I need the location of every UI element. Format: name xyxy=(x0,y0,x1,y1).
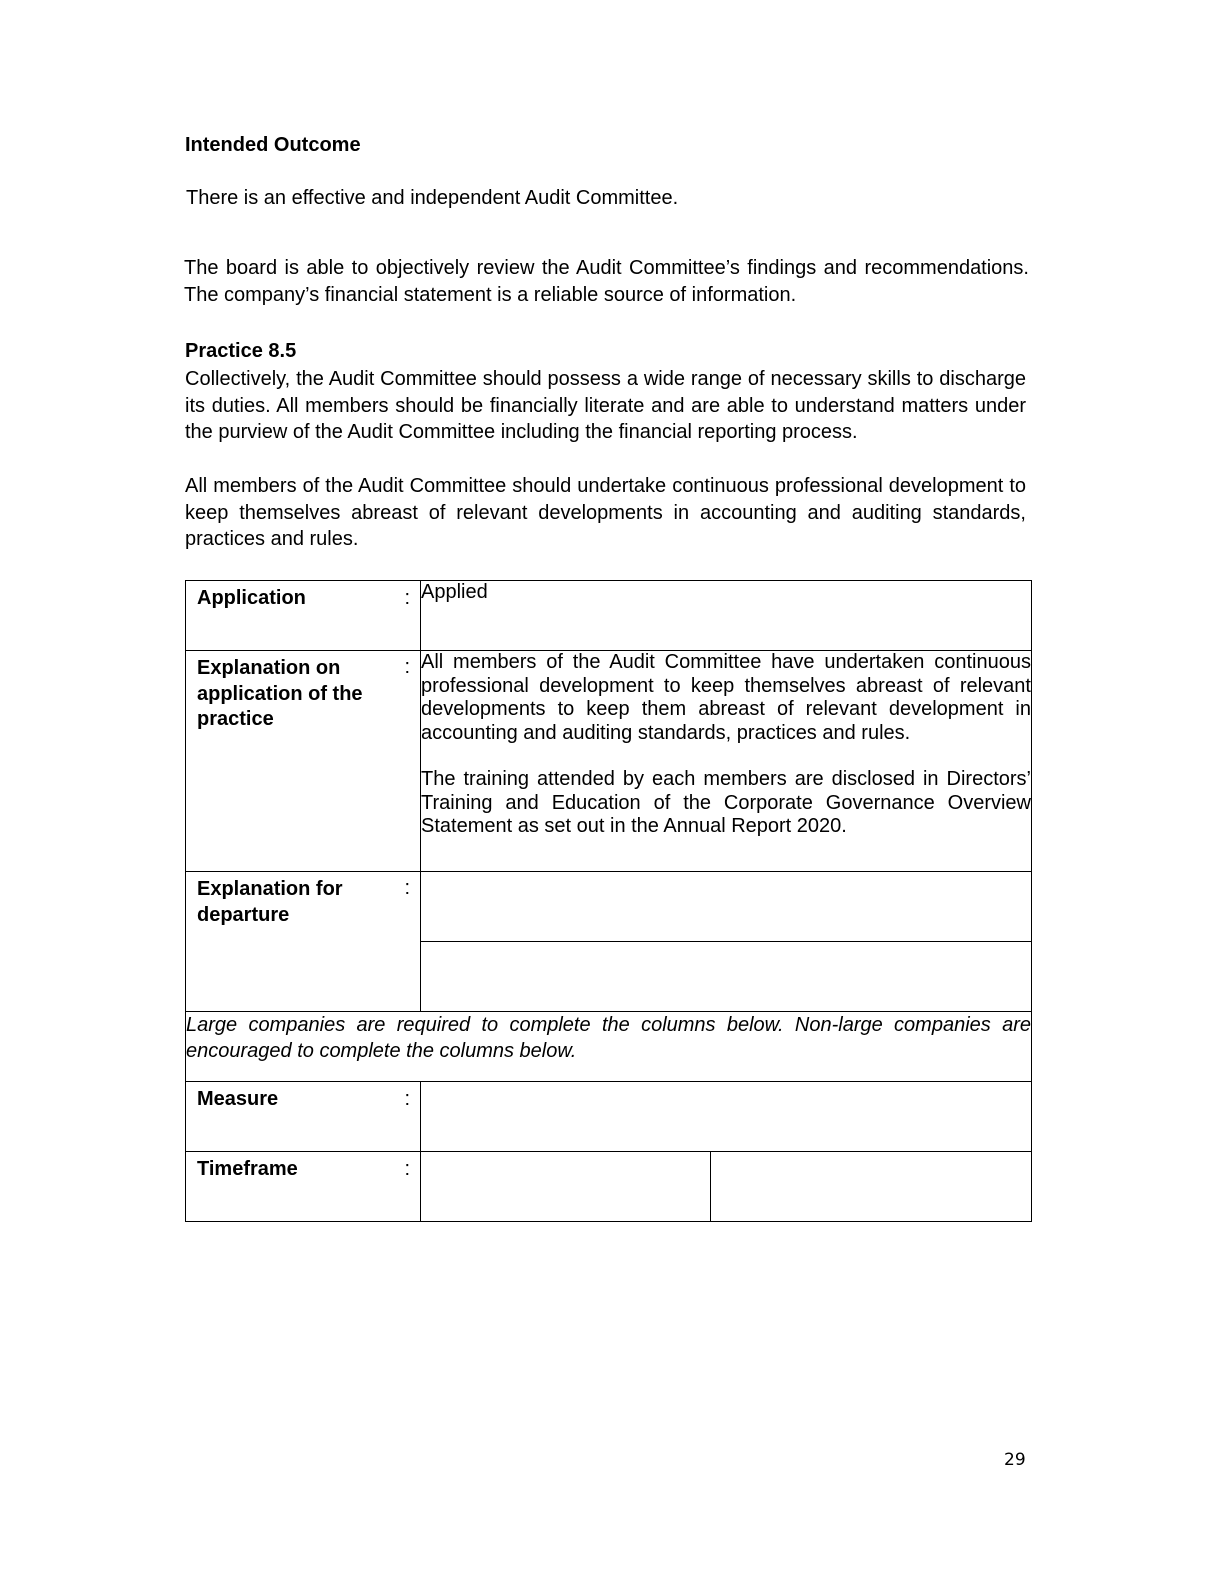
colon: : xyxy=(404,587,410,609)
application-row xyxy=(186,581,1032,651)
explanation-paragraph-1: All members of the Audit Committee have undertaken continuous professional development to keep themselves abreast of relevant developments to keep them abreast of relevant development in accounting and auditing standards, practices and rules. xyxy=(421,651,1031,744)
intended-outcome-heading: Intended Outcome xyxy=(185,134,361,156)
colon: : xyxy=(404,877,410,899)
application-label-cell xyxy=(186,581,421,651)
explanation-row xyxy=(186,651,1032,872)
measure-label: Measure xyxy=(197,1088,279,1110)
timeframe-label: Timeframe xyxy=(197,1158,298,1180)
timeframe-value-cell-1 xyxy=(421,1152,711,1222)
explanation-label-cell xyxy=(186,651,421,872)
practice-paragraph-1: Collectively, the Audit Committee should possess a wide range of necessary skills to discharge its duties. All members should be financially literate and are able to understand matters under the purview of the Audit Committee including the financial reporting process. xyxy=(185,368,1026,443)
timeframe-row xyxy=(186,1152,1032,1222)
large-companies-note: Large companies are required to complete the columns below. Non-large companies are encouraged to complete the columns below. xyxy=(186,1012,1032,1082)
measure-row xyxy=(186,1082,1032,1152)
departure-label: Explanation for departure xyxy=(197,878,343,926)
measure-label-cell xyxy=(186,1082,421,1152)
explanation-paragraph-2: The training attended by each members are disclosed in Directors’ Training and Education of the Corporate Governance Overview Statement as set out in the Annual Report 2020. xyxy=(421,768,1031,837)
practice-heading: Practice 8.5 xyxy=(185,340,297,362)
timeframe-label-cell xyxy=(186,1152,421,1222)
application-value: Applied xyxy=(421,581,488,603)
timeframe-value-cell-2 xyxy=(711,1152,1032,1222)
departure-row xyxy=(186,872,1032,942)
colon: : xyxy=(404,1088,410,1110)
departure-value-cell xyxy=(421,872,1032,942)
colon: : xyxy=(404,656,410,678)
page-number: 29 xyxy=(1004,1450,1026,1470)
intended-outcome-line2: The board is able to objectively review the Audit Committee’s findings and recommendations. The company’s financial statement is a reliable source of information. xyxy=(184,257,1029,306)
application-label: Application xyxy=(197,587,306,609)
colon: : xyxy=(404,1158,410,1180)
explanation-value-cell xyxy=(421,651,1032,872)
practice-paragraph-2: All members of the Audit Committee should undertake continuous professional development to keep themselves abreast of relevant developments in accounting and auditing standards, practices and rules. xyxy=(185,475,1026,550)
departure-label-cell xyxy=(186,872,421,1012)
application-value-cell xyxy=(421,581,1032,651)
intended-outcome-line1: There is an effective and independent Audit Committee. xyxy=(186,187,679,209)
explanation-label: Explanation on application of the practice xyxy=(197,657,363,730)
departure-value-cell-2 xyxy=(421,942,1032,1012)
application-form-table xyxy=(185,580,1032,1222)
note-row xyxy=(186,1012,1032,1082)
measure-value-cell xyxy=(421,1082,1032,1152)
